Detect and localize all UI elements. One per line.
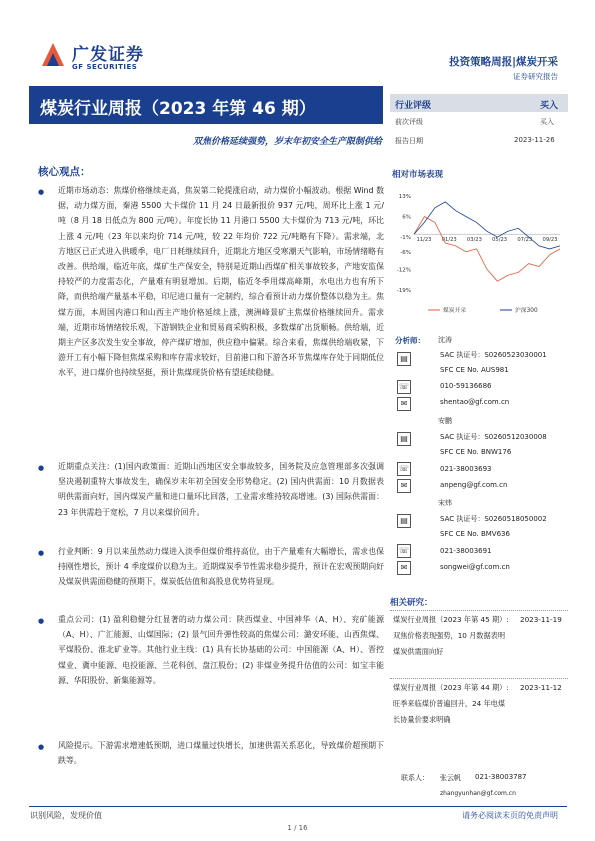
related-report-1[interactable]: 煤炭行业周报（2023 年第 45 期）:双焦价格表现强势，10 月数据表明煤炭供需面向好 (393, 615, 509, 656)
contact-name: 张云帆 (440, 774, 461, 782)
analyst-phone: 021-38003691 (440, 547, 492, 555)
x-tick-label: 07/23 (517, 237, 533, 244)
contact-email[interactable]: zhangyunhan@gf.com.cn (440, 790, 516, 797)
rating-header: 行业评级 (395, 101, 432, 111)
analyst-name: 安鹏 (438, 417, 452, 425)
y-tick-label: -19% (396, 288, 411, 294)
analyst-email[interactable]: anpeng@gf.com.cn (440, 481, 508, 489)
core-paragraph-2: 近期重点关注：(1)国内政策面：近期山西地区安全事故较多，国务院及应急管理部多次强调坚决遏制重特大事故发生，确保岁末年初全国安全形势稳定。(2) 国内供需面：10 月数据表明供需面向好，国内煤炭产量和进口量环比回落，工业需求维持较高增速。(3) 国际供需面：23 年供需趋于宽松，7 月以来煤价回升。 (58, 462, 384, 517)
report-date-label: 报告日期 (395, 137, 423, 145)
x-tick-label: 01/23 (441, 237, 457, 244)
divider (390, 678, 568, 679)
analyst-email[interactable]: shentao@gf.com.cn (440, 398, 510, 406)
footer-line (29, 806, 567, 807)
y-tick-label: -12% (396, 267, 411, 274)
prev-rating-label: 前次评级 (395, 118, 423, 126)
relative-performance-chart (388, 188, 568, 318)
core-paragraph-4: 重点公司：(1) 盈利稳健分红显著的动力煤公司：陕西煤业、中国神华（A、H）、兖矿能源（A、H）、广汇能源、山煤国际；(2) 景气回升弹性较高的焦煤公司：潞安环能、山西焦煤、平煤股份、淮北矿业等。其他行业主线：(1) 具有长协基础的公司：中国能源（A、H）、晋控煤业、冀中能源、电投能源、兰花科创、盘江股份；(2) 非煤业务提升估值的公司：如宝丰能源、华阳股份、新集能源等。 (58, 615, 384, 685)
core-paragraph-5: 风险提示。下游需求增速低预期，进口煤量过快增长，加速供需关系恶化，导致煤价超预期下跌等。 (58, 741, 384, 766)
related-title: 相关研究： (390, 598, 433, 608)
analyst-phone: 010-59136686 (440, 382, 492, 390)
analyst-sfc: SFC CE No. BMV636 (440, 530, 510, 538)
y-tick-label: -6% (400, 249, 411, 256)
phone-icon: ☏ (397, 544, 411, 558)
series-line-coal (414, 217, 560, 282)
email-icon: ✉ (397, 479, 411, 493)
y-tick-label: -1% (400, 235, 411, 242)
analyst-label: 分析师： (395, 336, 425, 345)
analyst-sac: SAC 执证号：S0260523030001 (440, 351, 547, 359)
phone-icon: ☏ (397, 380, 411, 394)
related-report-2[interactable]: 煤炭行业周报（2023 年第 44 期）:旺季来临煤价普遍回升，24 年电煤长协量价要求明确 (393, 683, 509, 724)
analyst-sfc: SFC CE No. AUS981 (440, 366, 509, 374)
legend-label: 沪深300 (515, 308, 538, 314)
id-card-icon: ▤ (397, 514, 411, 528)
x-tick-label: 03/23 (466, 237, 482, 244)
series-line-hs300 (414, 202, 560, 249)
y-tick-label: 6% (402, 214, 411, 221)
analyst-phone: 021-38003693 (440, 465, 492, 473)
footer-disclaimer: 请务必阅读末页的免责声明 (462, 811, 558, 820)
rating-value: 买入 (540, 101, 559, 111)
logo-english: GF SECURITIES (72, 63, 138, 71)
logo-text: 广发证券 (72, 45, 144, 65)
report-date-value: 2023-11-26 (514, 136, 555, 144)
email-icon: ✉ (397, 397, 411, 411)
page-subtitle: 双焦价格延续强势，岁末年初安全生产限制供给 (192, 137, 382, 147)
y-tick-label: 13% (398, 194, 411, 200)
bullet-icon: ● (38, 617, 45, 625)
page-number: 1 / 16 (287, 824, 308, 832)
analyst-sac: SAC 执证号：S0260518050002 (440, 515, 547, 523)
analyst-name: 沈涛 (438, 336, 452, 344)
gf-logo-icon (38, 40, 68, 70)
analyst-sfc: SFC CE No. BNW176 (440, 448, 512, 456)
id-card-icon: ▤ (397, 432, 411, 446)
report-type: 投资策略周报|煤炭开采 (449, 56, 558, 68)
core-paragraph-3: 行业判断：9 月以来虽然动力煤进入淡季但煤价维持高位，由于产量难有大幅增长，需求也保持刚性增长，预计 4 季度煤价以稳为主。近期煤炭季节性需求稳步提升，预计在宏观预期向好及煤炭供需面稳健的预期下，煤炭低估值和高股息优势将显现。 (58, 547, 384, 587)
related-report-1-date: 2023-11-19 (520, 615, 562, 624)
core-title: 核心观点： (38, 166, 91, 178)
divider (390, 610, 568, 611)
bullet-icon: ● (38, 188, 45, 196)
contact-label: 联系人： (401, 774, 429, 782)
report-subtype: 证券研究报告 (513, 72, 558, 81)
contact-phone: 021-38003787 (475, 773, 527, 781)
legend-label: 煤炭开采 (443, 308, 467, 314)
id-card-icon: ▤ (397, 352, 411, 366)
bullet-icon: ● (38, 743, 45, 751)
x-tick-label: 09/23 (542, 237, 558, 244)
email-icon: ✉ (397, 561, 411, 575)
analyst-email[interactable]: songwei@gf.com.cn (440, 563, 510, 571)
analyst-name: 宋炜 (438, 499, 452, 507)
core-paragraph-1: 近期市场动态：焦煤价格继续走高，焦炭第二轮提涨启动，动力煤价小幅波动。根据 Wind 数据，动力煤方面，秦港 5500 大卡煤价 11 月 24 日最新报价 937 元/吨，周环比上涨 1 元/吨（8 月 18 日低点为 800 元/吨）。年度长协 11 月港口 5500 大卡煤价为 713 元/吨，环比上涨 4 元/吨（23 年以来均价 714 元/吨，较 22 年均价 722 元/吨略有下降）。需求端，北方地区已正式进入供暖季，电厂日耗继续回升，近期北方地区受寒潮天气影响，市场情绪略有改善。供给端，临近年底，煤矿生产保安全，特别是近期山西煤矿相关事故较多，产地安监保持较严的力度需态化，产量难有明显增加。后期，临近冬季用煤高峰期，水电出力也有所下降，而供给端产量基本平稳，印尼进口量有一定制约，综合看预计动力煤价整体以稳为主。焦煤方面，本周国内港口和山西主产地价格延续上涨，澳洲峰景矿主焦煤价格继续回升。需求端，近期市场情绪较乐观，下游钢铁企业和贸易商采购积极，多数煤矿出货顺畅。供给端，近期主产区多次发生安全事故，停产煤矿增加，供应稳中偏紧。综合来看，焦煤供给端收紧，下游开工有小幅下降但焦煤采购和库存需求较好，目前港口和下游各环节焦煤库存处于同期低位水平，进口煤价也持续坚挺，预计焦煤现货价格有望延续稳健。 (58, 186, 384, 378)
analyst-sac: SAC 执证号：S0260512030008 (440, 433, 547, 441)
chart-title: 相对市场表现 (392, 170, 444, 180)
x-tick-label: 11/23 (416, 237, 432, 244)
prev-rating-value: 买入 (540, 118, 554, 126)
phone-icon: ☏ (397, 462, 411, 476)
page-title: 煤炭行业周报（2023 年第 46 期） (40, 99, 316, 119)
bullet-icon: ● (38, 464, 45, 472)
related-report-2-date: 2023-11-12 (520, 683, 562, 692)
x-tick-label: 05/23 (492, 237, 508, 244)
bullet-icon: ● (38, 549, 45, 557)
footer-slogan: 识别风险，发现价值 (30, 811, 102, 820)
